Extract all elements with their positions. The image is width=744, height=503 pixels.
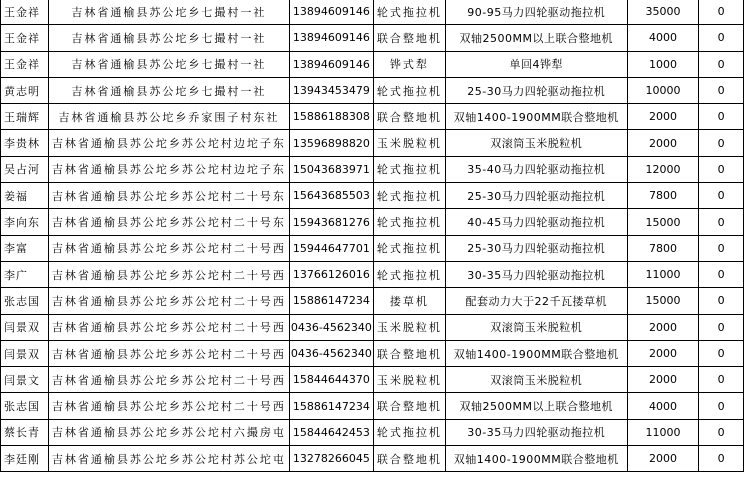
table-body (1, 0, 744, 472)
phone-cell: 13894609146 (289, 51, 373, 77)
subsidy-amount-cell: 2000 (627, 446, 699, 472)
subsidy-amount-cell: 4000 (627, 393, 699, 419)
phone-cell: 13894609146 (289, 25, 373, 51)
phone-cell: 13278266045 (289, 446, 373, 472)
farmer-name-cell: 黄志明 (1, 77, 49, 103)
farmer-name-cell: 闫景双 (1, 340, 49, 366)
phone-cell: 15844644370 (289, 367, 373, 393)
address-cell: 吉林省通榆县苏公坨乡七撮村一社 (48, 25, 289, 51)
machine-type-cell: 联合整地机 (373, 340, 445, 366)
machine-spec-cell: 35-40马力四轮驱动拖拉机 (445, 156, 627, 182)
address-cell: 吉林省通榆县苏公坨乡苏公坨村二十号西 (48, 367, 289, 393)
phone-cell: 0436-4562340 (289, 314, 373, 340)
farmer-name-cell: 王金祥 (1, 0, 49, 25)
address-cell: 吉林省通榆县苏公坨乡苏公坨村二十号西 (48, 261, 289, 287)
machine-type-cell: 玉米脱粒机 (373, 314, 445, 340)
farmer-name-cell: 李向东 (1, 209, 49, 235)
machine-type-cell: 联合整地机 (373, 104, 445, 130)
phone-cell: 15886188308 (289, 104, 373, 130)
address-cell: 吉林省通榆县苏公坨乡苏公坨村二十号西 (48, 314, 289, 340)
address-cell: 吉林省通榆县苏公坨乡苏公坨村二十号西 (48, 288, 289, 314)
extra-value-cell: 0 (699, 0, 744, 25)
table-row (1, 288, 744, 314)
machine-spec-cell: 双滚筒玉米脱粒机 (445, 314, 627, 340)
subsidy-amount-cell: 12000 (627, 156, 699, 182)
machine-type-cell: 玉米脱粒机 (373, 130, 445, 156)
machine-spec-cell: 30-35马力四轮驱动拖拉机 (445, 261, 627, 287)
machine-spec-cell: 双滚筒玉米脱粒机 (445, 130, 627, 156)
extra-value-cell: 0 (699, 393, 744, 419)
machine-type-cell: 联合整地机 (373, 446, 445, 472)
subsidy-amount-cell: 35000 (627, 0, 699, 25)
phone-cell: 15886147234 (289, 288, 373, 314)
farmer-name-cell: 闫景文 (1, 367, 49, 393)
extra-value-cell: 0 (699, 367, 744, 393)
farmer-name-cell: 张志国 (1, 288, 49, 314)
machine-spec-cell: 30-35马力四轮驱动拖拉机 (445, 419, 627, 445)
farmer-name-cell: 吴占河 (1, 156, 49, 182)
address-cell: 吉林省通榆县苏公坨乡苏公坨村二十号西 (48, 393, 289, 419)
machine-type-cell: 轮式拖拉机 (373, 261, 445, 287)
address-cell: 吉林省通榆县苏公坨乡乔家围子村东社 (48, 104, 289, 130)
phone-cell: 15643685503 (289, 183, 373, 209)
machine-type-cell: 轮式拖拉机 (373, 156, 445, 182)
machine-spec-cell: 双轴1400-1900MM联合整地机 (445, 340, 627, 366)
table-row (1, 0, 744, 25)
farmer-name-cell: 闫景双 (1, 314, 49, 340)
machine-type-cell: 轮式拖拉机 (373, 235, 445, 261)
address-cell: 吉林省通榆县苏公坨乡苏公坨村二十号西 (48, 235, 289, 261)
address-cell: 吉林省通榆县苏公坨乡苏公坨村边坨子东 (48, 130, 289, 156)
subsidy-amount-cell: 7800 (627, 235, 699, 261)
machine-spec-cell: 双滚筒玉米脱粒机 (445, 367, 627, 393)
subsidy-amount-cell: 15000 (627, 209, 699, 235)
address-cell: 吉林省通榆县苏公坨乡七撮村一社 (48, 51, 289, 77)
farmer-name-cell: 张志国 (1, 393, 49, 419)
subsidy-amount-cell: 2000 (627, 367, 699, 393)
table-row (1, 209, 744, 235)
phone-cell: 15943681276 (289, 209, 373, 235)
extra-value-cell: 0 (699, 446, 744, 472)
table-row (1, 367, 744, 393)
extra-value-cell: 0 (699, 261, 744, 287)
extra-value-cell: 0 (699, 51, 744, 77)
machine-spec-cell: 40-45马力四轮驱动拖拉机 (445, 209, 627, 235)
machine-spec-cell: 25-30马力四轮驱动拖拉机 (445, 183, 627, 209)
table-row (1, 419, 744, 445)
machine-type-cell: 轮式拖拉机 (373, 77, 445, 103)
address-cell: 吉林省通榆县苏公坨乡苏公坨村二十号西 (48, 340, 289, 366)
phone-cell: 15944647701 (289, 235, 373, 261)
farmer-name-cell: 王瑞辉 (1, 104, 49, 130)
machine-spec-cell: 25-30马力四轮驱动拖拉机 (445, 235, 627, 261)
table-row (1, 156, 744, 182)
extra-value-cell: 0 (699, 104, 744, 130)
address-cell: 吉林省通榆县苏公坨乡苏公坨村边坨子东 (48, 156, 289, 182)
subsidy-amount-cell: 2000 (627, 314, 699, 340)
table-row (1, 77, 744, 103)
machine-type-cell: 轮式拖拉机 (373, 209, 445, 235)
machine-spec-cell: 双轴1400-1900MM联合整地机 (445, 446, 627, 472)
machine-type-cell: 铧式犁 (373, 51, 445, 77)
table-row (1, 51, 744, 77)
farmer-name-cell: 李廷刚 (1, 446, 49, 472)
address-cell: 吉林省通榆县苏公坨乡七撮村一社 (48, 77, 289, 103)
farmer-name-cell: 李广 (1, 261, 49, 287)
farmer-name-cell: 王金祥 (1, 25, 49, 51)
machine-spec-cell: 配套动力大于22千瓦搂草机 (445, 288, 627, 314)
subsidy-amount-cell: 2000 (627, 340, 699, 366)
farmer-name-cell: 李贵林 (1, 130, 49, 156)
table-row (1, 25, 744, 51)
table-row (1, 235, 744, 261)
subsidy-amount-cell: 11000 (627, 261, 699, 287)
phone-cell: 13943453479 (289, 77, 373, 103)
subsidy-amount-cell: 7800 (627, 183, 699, 209)
machine-type-cell: 联合整地机 (373, 393, 445, 419)
phone-cell: 15043683971 (289, 156, 373, 182)
farmer-name-cell: 王金祥 (1, 51, 49, 77)
machine-spec-cell: 双轴2500MM以上联合整地机 (445, 393, 627, 419)
extra-value-cell: 0 (699, 419, 744, 445)
table-row (1, 104, 744, 130)
address-cell: 吉林省通榆县苏公坨乡苏公坨村苏公坨屯 (48, 446, 289, 472)
subsidy-amount-cell: 1000 (627, 51, 699, 77)
phone-cell: 15844642453 (289, 419, 373, 445)
extra-value-cell: 0 (699, 288, 744, 314)
machine-spec-cell: 双轴2500MM以上联合整地机 (445, 25, 627, 51)
subsidy-amount-cell: 2000 (627, 104, 699, 130)
table-row (1, 261, 744, 287)
extra-value-cell: 0 (699, 25, 744, 51)
phone-cell: 15886147234 (289, 393, 373, 419)
subsidy-amount-cell: 15000 (627, 288, 699, 314)
phone-cell: 0436-4562340 (289, 340, 373, 366)
address-cell: 吉林省通榆县苏公坨乡七撮村一社 (48, 0, 289, 25)
address-cell: 吉林省通榆县苏公坨乡苏公坨村六撮房屯 (48, 419, 289, 445)
table-row (1, 314, 744, 340)
extra-value-cell: 0 (699, 209, 744, 235)
machine-spec-cell: 90-95马力四轮驱动拖拉机 (445, 0, 627, 25)
subsidy-amount-cell: 10000 (627, 77, 699, 103)
machine-type-cell: 轮式拖拉机 (373, 419, 445, 445)
subsidy-amount-cell: 2000 (627, 130, 699, 156)
extra-value-cell: 0 (699, 235, 744, 261)
phone-cell: 13766126016 (289, 261, 373, 287)
phone-cell: 13596898820 (289, 130, 373, 156)
extra-value-cell: 0 (699, 340, 744, 366)
subsidy-amount-cell: 11000 (627, 419, 699, 445)
machine-type-cell: 联合整地机 (373, 25, 445, 51)
farmer-name-cell: 李富 (1, 235, 49, 261)
machine-type-cell: 轮式拖拉机 (373, 0, 445, 25)
extra-value-cell: 0 (699, 156, 744, 182)
machine-type-cell: 搂草机 (373, 288, 445, 314)
extra-value-cell: 0 (699, 314, 744, 340)
address-cell: 吉林省通榆县苏公坨乡苏公坨村二十号东 (48, 183, 289, 209)
table-row (1, 183, 744, 209)
farmer-name-cell: 蔡长青 (1, 419, 49, 445)
table-row (1, 393, 744, 419)
extra-value-cell: 0 (699, 183, 744, 209)
farmer-name-cell: 姜福 (1, 183, 49, 209)
subsidy-amount-cell: 4000 (627, 25, 699, 51)
machine-spec-cell: 25-30马力四轮驱动拖拉机 (445, 77, 627, 103)
table-row (1, 340, 744, 366)
machine-type-cell: 玉米脱粒机 (373, 367, 445, 393)
table-row (1, 446, 744, 472)
extra-value-cell: 0 (699, 77, 744, 103)
extra-value-cell: 0 (699, 130, 744, 156)
table-row (1, 130, 744, 156)
machine-type-cell: 轮式拖拉机 (373, 183, 445, 209)
machine-spec-cell: 双轴1400-1900MM联合整地机 (445, 104, 627, 130)
phone-cell: 13894609146 (289, 0, 373, 25)
address-cell: 吉林省通榆县苏公坨乡苏公坨村二十号东 (48, 209, 289, 235)
machine-spec-cell: 单回4铧犁 (445, 51, 627, 77)
